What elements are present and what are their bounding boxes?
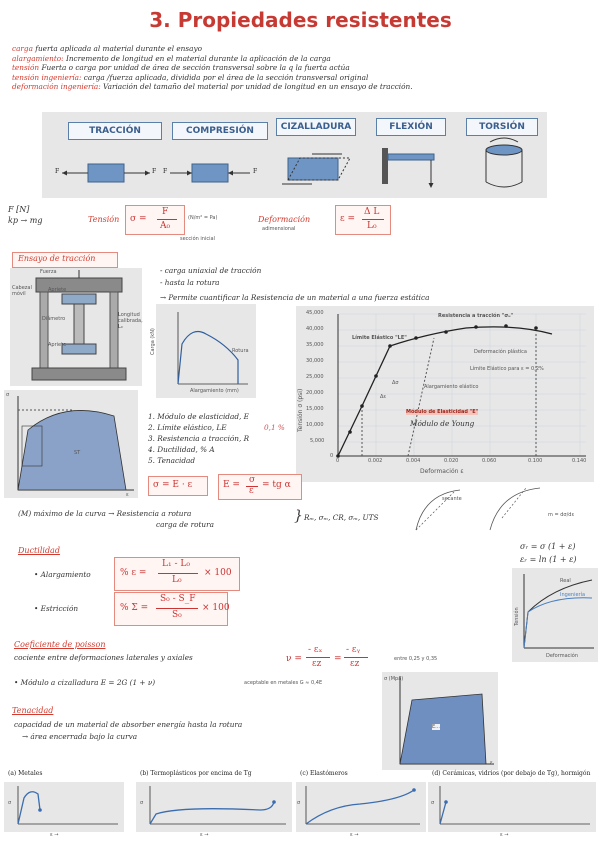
load-graph-ylabel: Carga (kN) <box>150 328 156 355</box>
alargamiento-fraction-line <box>158 573 198 574</box>
compresion-arrowhead-right <box>228 171 233 176</box>
deformation-den: L₀ <box>367 221 377 231</box>
force-label-traccion-right: F <box>152 168 157 175</box>
machine-grip-top <box>62 294 96 304</box>
stress-xtick-3: 0.020 <box>444 458 459 464</box>
energy-area-label: E... <box>432 724 440 730</box>
definition-tension: tensión Fuerta o carga por unidad de área de sección transversal sobre la q la fuerta actúa <box>12 63 350 72</box>
traccion-block <box>88 164 124 182</box>
page-title: 3. Propiedades resistentes <box>149 8 452 32</box>
stress-ylabel: Tensión σ (psi) <box>297 388 304 432</box>
machine-label-apriete-bottom: Apriete <box>48 342 67 348</box>
machine-label-fuerza: Fuerza <box>40 269 57 275</box>
machine-label-diametro: Diámetro <box>42 316 66 322</box>
poisson-f2-line <box>344 657 368 658</box>
force-label-compresion-left: F <box>163 168 168 175</box>
material-label-c: (c) Elastómeros <box>300 770 348 777</box>
poisson-heading: Coeficiente de poisson <box>14 640 106 649</box>
traccion-arrowhead-left <box>62 171 67 176</box>
property-5: 5. Tenacidad <box>148 456 196 465</box>
poisson-shear: • Módulo a cizalladura E = 2G (1 + ν) <box>14 678 156 687</box>
load-type-cizalladura: CIZALLADURA <box>276 118 356 136</box>
tension-num: F <box>162 207 169 217</box>
limite-note: 0,1 % <box>264 423 285 432</box>
maximo-right: Rₘ, σₘ, CR, σₘ, UTS <box>304 513 379 522</box>
machine-column-left <box>40 292 48 376</box>
stress-xtick-0: 0 <box>336 458 340 464</box>
curve-area-ylabel: σ <box>6 392 10 398</box>
stress-ytick-7: 10,000 <box>306 422 324 428</box>
hooke-formula-1: σ = E · ε <box>153 480 193 490</box>
poisson-nu: ν = <box>286 654 302 664</box>
load-types-diagrams <box>42 112 547 198</box>
material-curve-b-end <box>272 800 276 804</box>
stress-ytick-4: 25,000 <box>306 374 324 380</box>
stress-label-deps: Δε <box>380 394 387 400</box>
poisson-note: entre 0,25 y 0,35 <box>394 656 438 662</box>
material-curve-c-end <box>412 788 416 792</box>
stress-ytick-8: 5,000 <box>310 438 325 444</box>
true-stress-xlabel: Deformación <box>546 653 579 659</box>
curve-area-st: ST <box>74 450 81 456</box>
definition-tension-ingenieria: tensión ingeniería: carga /fuerza aplicada, dividida por el área de la sección transversal original <box>12 72 369 82</box>
tension-sigma: σ = <box>130 214 147 224</box>
stress-xlabel: Deformación ε <box>420 468 464 475</box>
tension-den: A₀ <box>160 221 171 231</box>
flexion-arrowhead <box>429 183 434 188</box>
compresion-arrowhead-left <box>187 171 192 176</box>
poisson-f1-den: εz <box>312 659 322 669</box>
secante-label: secante <box>442 496 462 502</box>
estriccion-num: S₀ - S_F <box>160 594 196 604</box>
deformation-sub: adimensional <box>262 226 296 232</box>
poisson-text: cociente entre deformaciones laterales y axiales <box>14 653 193 662</box>
poisson-f1-line <box>306 657 330 658</box>
poisson-eq: = <box>334 654 342 664</box>
machine-base <box>32 368 126 380</box>
maximo-line2: carga de rotura <box>156 520 214 529</box>
maximo-brace: } <box>294 508 303 524</box>
estriccion-pre: % Σ = <box>120 603 149 613</box>
stress-label-dsigma: Δσ <box>392 380 399 386</box>
property-1: 1. Módulo de elasticidad, E <box>148 412 249 421</box>
poisson-shear-note: aceptable en metales G ≈ 0,4E <box>244 680 323 686</box>
energy-graph <box>382 672 498 770</box>
deformation-label: Deformación <box>258 215 311 224</box>
true-stress-graph <box>512 568 598 662</box>
machine-label-apriete-top: Apriete <box>48 287 67 293</box>
material-a-eps: ε → <box>50 832 59 838</box>
definitions <box>12 44 597 92</box>
force-label-compresion-right: F <box>253 168 258 175</box>
definition-carga: carga fuerta aplicada al material durante el ensayo <box>12 44 202 53</box>
flexion-beam <box>388 154 434 160</box>
stress-ytick-6: 15,000 <box>306 406 324 412</box>
deformation-fraction-line <box>362 219 384 220</box>
units-line2: kp → mg <box>8 216 43 225</box>
tangent-curve <box>490 488 540 530</box>
material-c-sigma: σ <box>297 800 301 806</box>
stress-label-alargamiento: Alargamiento elástico <box>424 384 479 390</box>
machine-specimen <box>74 304 84 344</box>
material-panel-d <box>428 782 596 832</box>
true-stress-real: Real <box>560 578 571 584</box>
energy-xlabel: ε <box>490 760 493 766</box>
stress-xtick-2: 0.004 <box>406 458 421 464</box>
machine-label-cabezal: Cabezal móvil <box>12 285 32 297</box>
tensile-bullet-1: - carga uniaxial de tracción <box>160 266 262 275</box>
torsion-rotation <box>490 138 518 142</box>
curve-area-fill <box>18 410 126 490</box>
stress-xtick-1: 0.002 <box>368 458 383 464</box>
tenacidad-line2: → área encerrada bajo la curva <box>22 732 138 741</box>
material-a-sigma: σ <box>8 800 12 806</box>
cizalladura-block <box>288 158 338 180</box>
tension-label: Tensión <box>88 215 120 224</box>
definition-deformacion-ingenieria: deformación ingeniería: Variación del tamaño del material por unidad de longitud en un ensayo de tracción. <box>12 82 413 91</box>
load-type-flexion: FLEXIÓN <box>376 118 446 136</box>
material-label-b: (b) Termoplásticos por encima de Tg <box>140 770 252 777</box>
material-panel-b <box>136 782 292 832</box>
compresion-block <box>192 164 228 182</box>
stress-label-limite02: Límite Elástico para ε = 0,2% <box>470 366 544 372</box>
secante-formula: m = dσ/dε <box>548 512 575 518</box>
material-d-eps: ε → <box>500 832 509 838</box>
load-type-compresion: COMPRESIÓN <box>172 122 268 140</box>
stress-strain-chart <box>296 306 594 482</box>
stress-points <box>336 324 538 458</box>
hooke-den: ε <box>249 486 254 496</box>
alargamiento-label: • Alargamiento <box>34 570 91 579</box>
property-4: 4. Ductilidad, % A <box>148 445 215 454</box>
materials-graphs <box>0 780 601 846</box>
torsion-bottom <box>486 182 522 187</box>
material-b-sigma: σ <box>140 800 144 806</box>
stress-ytick-2: 35,000 <box>306 342 324 348</box>
maximo-line1: (M) máximo de la curva → Resistencia a rotura <box>18 509 192 518</box>
traccion-arrowhead-right <box>145 171 150 176</box>
estriccion-post: × 100 <box>202 603 230 613</box>
stress-ytick-3: 30,000 <box>306 358 324 364</box>
stress-label-young: Módulo de Young <box>410 419 475 428</box>
units-line1: F [N] <box>8 205 30 214</box>
tenacidad-line1: capacidad de un material de absorber energía hasta la rotura <box>14 720 243 729</box>
tension-note: sección inicial <box>180 236 215 242</box>
stress-xtick-5: 0.100 <box>528 458 543 464</box>
machine-grip-bottom <box>62 344 96 354</box>
deformation-num: Δ L <box>364 207 380 217</box>
tension-fraction-line <box>157 219 177 220</box>
load-graph-rotura: Rotura <box>232 348 249 354</box>
load-graph-xlabel: Alargamiento (mm) <box>190 388 239 394</box>
true-stress-real-curve <box>524 580 592 648</box>
stress-ytick-0: 45,000 <box>306 310 324 316</box>
tensile-bullet-3: → Permite cuantificar la Resistencia de un material a una fuerza estática <box>160 293 430 302</box>
material-curve-d-end <box>444 800 448 804</box>
true-stress-line2: εᵣ = ln (1 + ε) <box>520 555 577 564</box>
tenacidad-heading: Tenacidad <box>12 706 54 715</box>
stress-ytick-5: 20,000 <box>306 390 324 396</box>
material-c-eps: ε → <box>350 832 359 838</box>
secante-sketches <box>410 484 580 534</box>
material-label-d: (d) Cerámicas, vidrios (por debajo de Tg), hormigón <box>432 770 591 777</box>
machine-label-longitud: Longitud calibrada, L₀ <box>118 312 143 330</box>
hooke-num: σ <box>249 475 256 485</box>
stress-ytick-1: 40,000 <box>306 326 324 332</box>
stress-xtick-6: 0.140 <box>572 458 587 464</box>
property-3: 3. Resistencia a tracción, R <box>148 434 250 443</box>
force-label-traccion-left: F <box>55 168 60 175</box>
stress-label-plastica: Deformación plástica <box>474 349 527 355</box>
poisson-f2-num: - εᵧ <box>346 645 360 655</box>
material-b-eps: ε → <box>200 832 209 838</box>
hooke-left: E = <box>223 480 240 490</box>
stress-label-resistencia: Resistencia a tracción "σᵤ" <box>438 313 514 319</box>
flexion-wall <box>382 148 388 184</box>
tensile-bullet-2: - hasta la rotura <box>160 278 220 287</box>
load-type-traccion: TRACCIÓN <box>68 122 162 140</box>
estriccion-fraction-line <box>156 608 198 609</box>
stress-xtick-4: 0.060 <box>482 458 497 464</box>
material-d-sigma: σ <box>431 800 435 806</box>
tensile-test-heading: Ensayo de tracción <box>18 254 96 263</box>
estriccion-den: S₀ <box>172 610 182 620</box>
alargamiento-den: L₀ <box>172 575 182 585</box>
material-curve-a-end <box>38 808 42 812</box>
load-type-torsion: TORSIÓN <box>466 118 538 136</box>
stress-offset-line <box>408 338 434 456</box>
poisson-f2-den: εz <box>350 659 360 669</box>
property-2: 2. Límite elástico, LE <box>148 423 227 432</box>
load-curve <box>178 332 238 384</box>
true-stress-ing: Ingeniería <box>560 592 586 598</box>
true-stress-ylabel: Tensión <box>514 607 520 626</box>
material-panel-c <box>296 782 426 832</box>
estriccion-label: • Estricción <box>34 604 79 613</box>
stress-ytick-9: 0 <box>330 453 334 459</box>
curve-area-xlabel: ε <box>126 492 129 498</box>
energy-ylabel: σ (Mpa) <box>384 676 404 682</box>
tension-units: (N/m² = Pa) <box>188 215 218 221</box>
torsion-top <box>486 145 522 155</box>
curve-area-graph <box>4 390 138 498</box>
machine-column-right <box>110 292 118 376</box>
deformation-eps: ε = <box>340 214 356 224</box>
material-label-a: (a) Metales <box>8 770 43 777</box>
true-stress-ing-curve <box>524 598 592 648</box>
alargamiento-pre: % ε = <box>120 568 147 578</box>
stress-label-modulo: Módulo de Elasticidad "E" <box>406 409 479 415</box>
ductilidad-heading: Ductilidad <box>18 546 60 555</box>
alargamiento-post: × 100 <box>204 568 232 578</box>
stress-label-limite: Límite Elástico "LE" <box>352 335 407 341</box>
hooke-right: = tg α <box>262 480 291 490</box>
true-stress-line1: σᵣ = σ (1 + ε) <box>520 542 576 551</box>
poisson-f1-num: - εₓ <box>308 645 323 655</box>
tangent-line <box>502 488 526 518</box>
definition-alargamiento: alargamiento: Incremento de longitud en el material durante la aplicación de la carga <box>12 53 331 63</box>
alargamiento-num: L₁ - L₀ <box>162 559 190 569</box>
energy-area <box>400 694 486 764</box>
